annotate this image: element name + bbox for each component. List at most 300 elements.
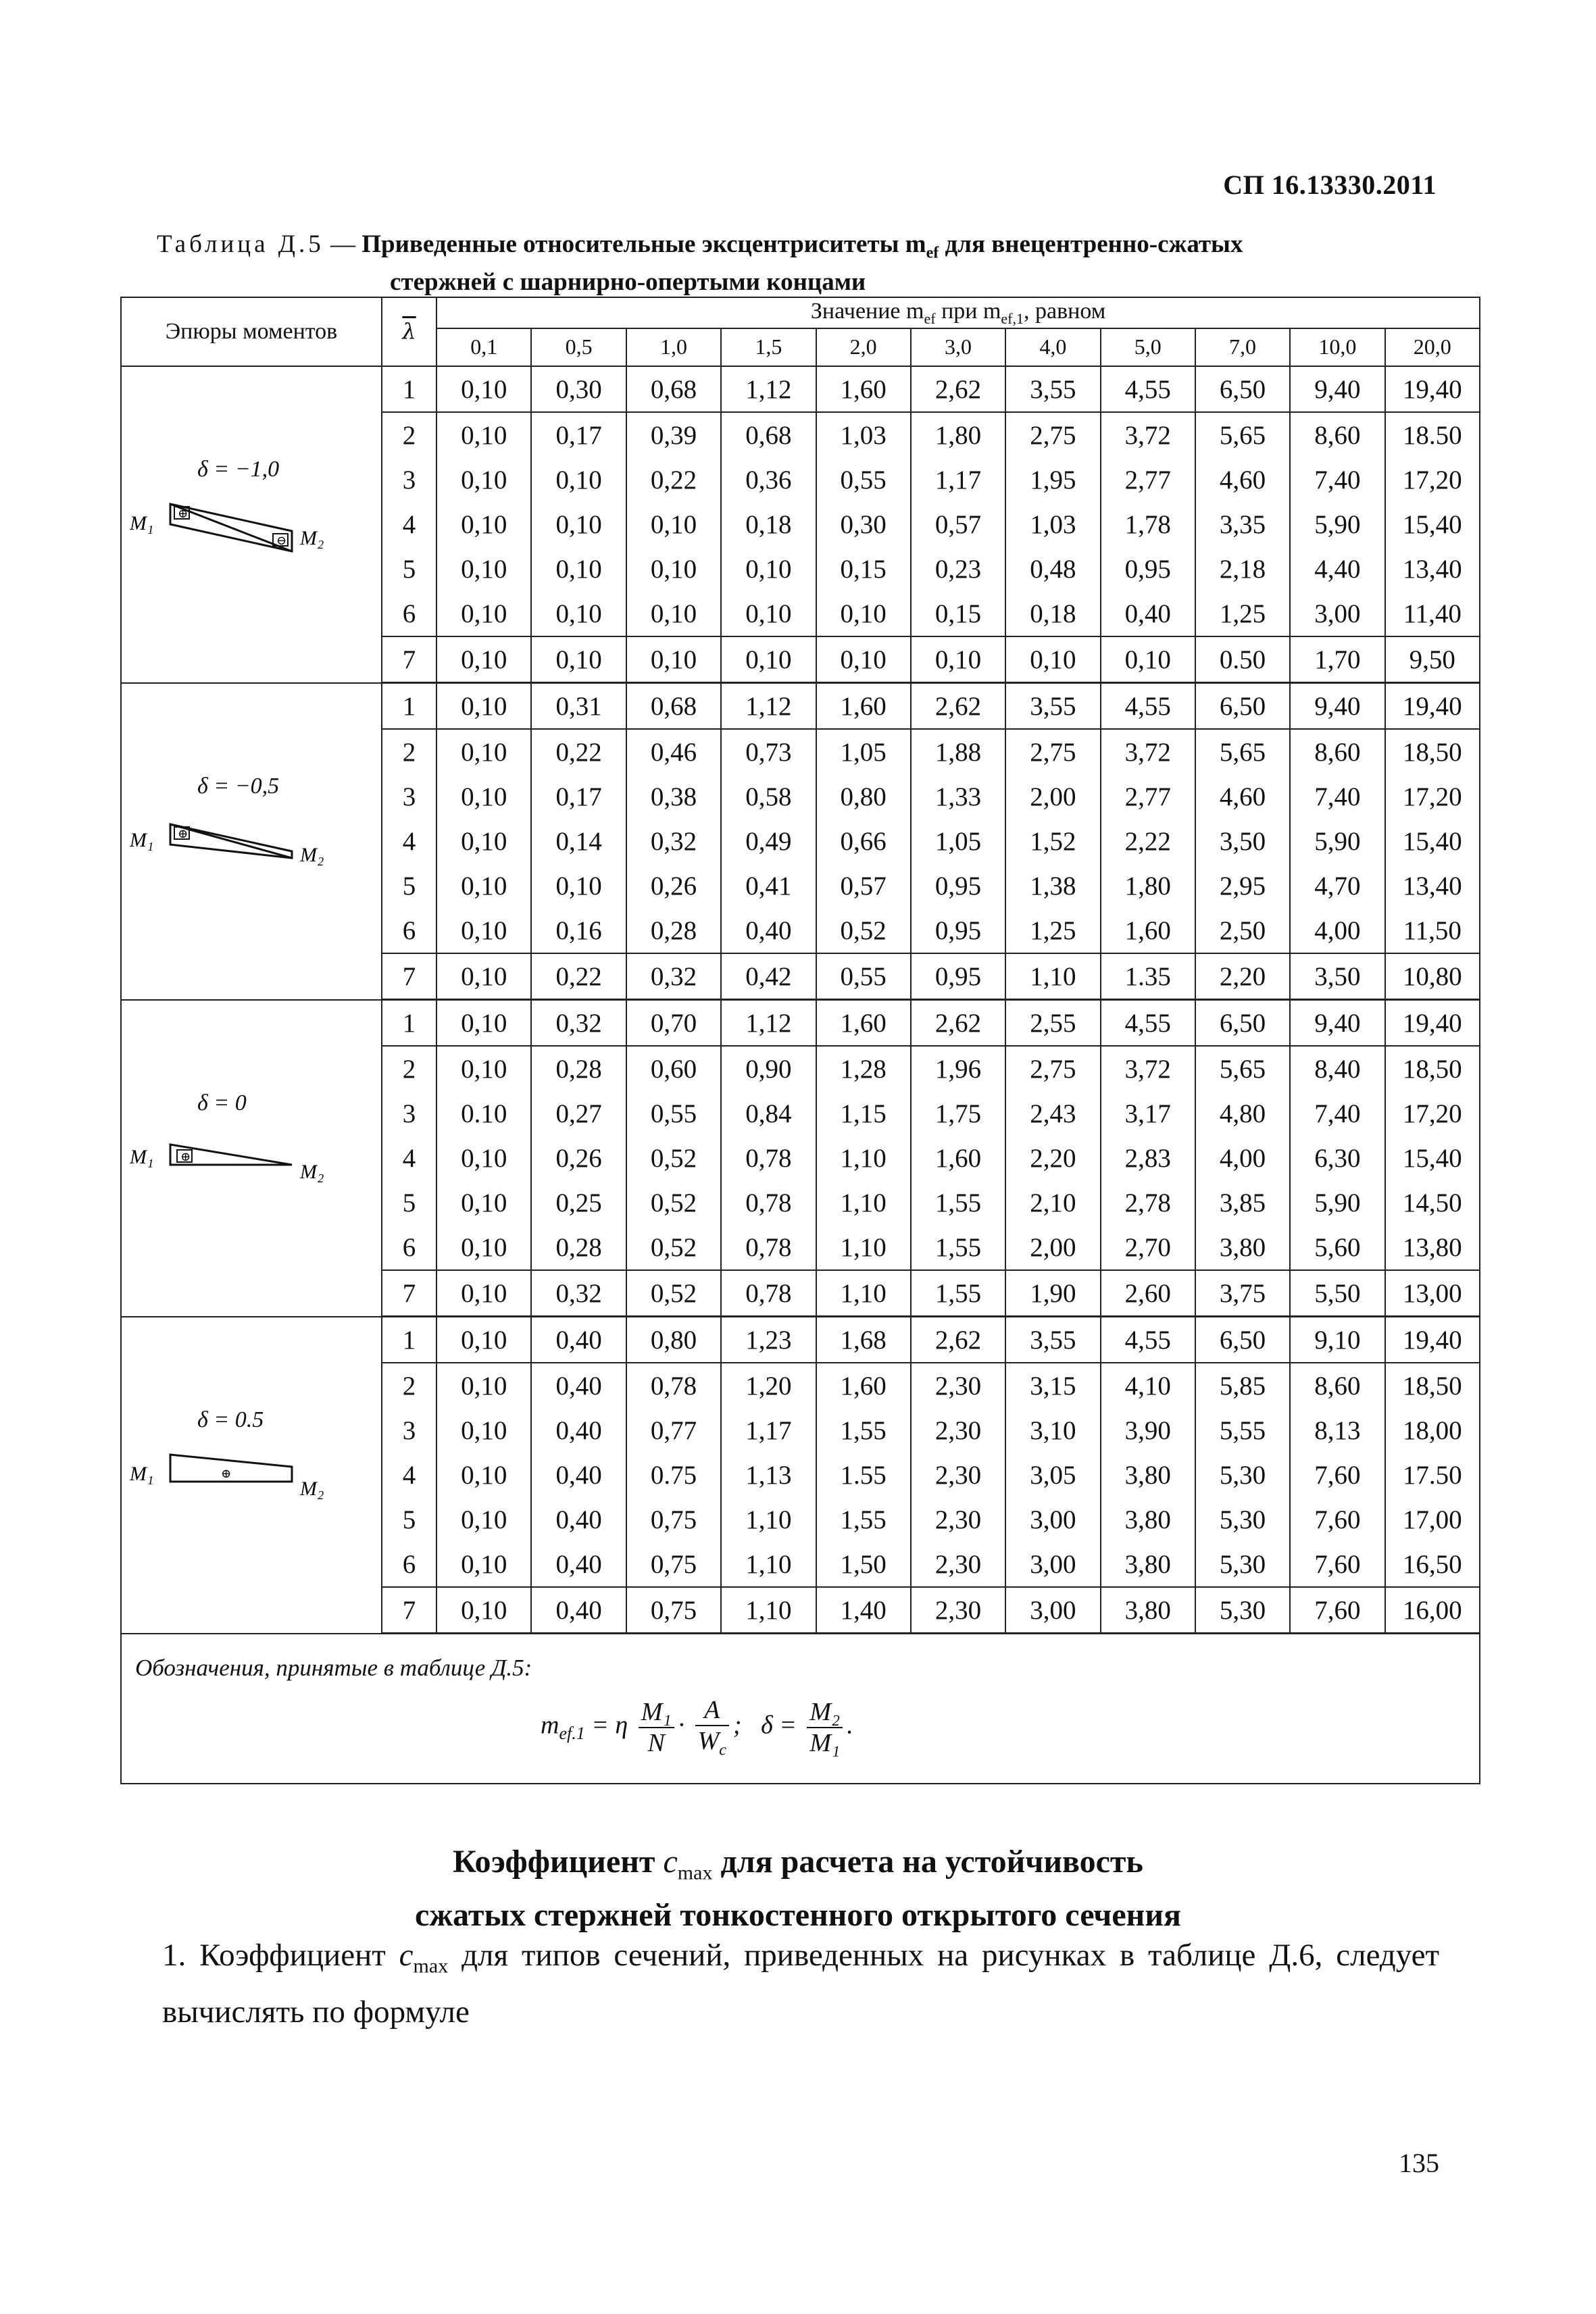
value-cell: 0,66 (816, 819, 911, 863)
header-m-value: 5,0 (1101, 328, 1195, 366)
value-cell: 0,10 (437, 1542, 531, 1587)
moment-diagram-cell (121, 683, 382, 1000)
value-cell: 3,80 (1195, 1225, 1290, 1270)
header-m-value: 20,0 (1385, 328, 1480, 366)
value-cell: 8,13 (1290, 1408, 1385, 1453)
value-cell: 0,10 (437, 366, 531, 412)
moment-diagram (123, 774, 380, 909)
value-cell: 3,55 (1005, 366, 1100, 412)
lambda-cell: 6 (382, 1225, 437, 1270)
value-cell: 2,95 (1195, 863, 1290, 908)
lambda-cell: 5 (382, 1180, 437, 1225)
value-cell: 7,60 (1290, 1453, 1385, 1497)
value-cell: 0,10 (437, 1000, 531, 1047)
caption-title-line1: Приведенные относительные эксцентриситеты $m_{ef}$ для внецентренно-сжатых (361, 230, 1243, 262)
lambda-cell: 4 (382, 819, 437, 863)
value-cell: 4,10 (1101, 1363, 1195, 1408)
header-m-value: 7,0 (1195, 328, 1290, 366)
value-cell: 0,57 (816, 863, 911, 908)
value-cell: 0,40 (531, 1453, 626, 1497)
lambda-cell: 2 (382, 412, 437, 457)
value-cell: 3,17 (1101, 1091, 1195, 1136)
value-cell: 18.50 (1385, 412, 1480, 457)
value-cell: 7,40 (1290, 1091, 1385, 1136)
value-cell: 2,30 (911, 1363, 1005, 1408)
page-number: 135 (1399, 2148, 1439, 2178)
value-cell: 0,75 (626, 1542, 721, 1587)
value-cell: 0,10 (437, 1587, 531, 1634)
lambda-cell: 2 (382, 729, 437, 774)
value-cell: 2,50 (1195, 908, 1290, 953)
table-row (121, 683, 1480, 730)
value-cell: 0,22 (531, 953, 626, 1000)
lambda-cell: 4 (382, 502, 437, 547)
value-cell: 0,30 (816, 502, 911, 547)
value-cell: 5,65 (1195, 1046, 1290, 1091)
svg-text:⊕: ⊕ (177, 827, 189, 840)
value-cell: 2,30 (911, 1587, 1005, 1634)
value-cell: 0,10 (531, 502, 626, 547)
value-cell: 0,10 (626, 591, 721, 636)
value-cell: 1,25 (1005, 908, 1100, 953)
value-cell: 1,60 (816, 1000, 911, 1047)
m2-label: M₂ (299, 527, 324, 550)
value-cell: 0,10 (531, 863, 626, 908)
value-cell: 1,10 (816, 1136, 911, 1180)
lambda-cell: 7 (382, 636, 437, 683)
value-cell: 13,00 (1385, 1270, 1480, 1317)
value-cell: 1,60 (1101, 908, 1195, 953)
value-cell: 0,15 (911, 591, 1005, 636)
value-cell: 1,80 (911, 412, 1005, 457)
value-cell: 17,20 (1385, 1091, 1480, 1136)
value-cell: 1,23 (721, 1317, 816, 1363)
value-cell: 4,00 (1195, 1136, 1290, 1180)
value-cell: 1,55 (816, 1408, 911, 1453)
value-cell: 0,55 (816, 953, 911, 1000)
value-cell: 0,78 (721, 1225, 816, 1270)
value-cell: 2,30 (911, 1453, 1005, 1497)
value-cell: 4,80 (1195, 1091, 1290, 1136)
value-cell: 1,10 (816, 1225, 911, 1270)
value-cell: 9,40 (1290, 683, 1385, 730)
value-cell: 3,55 (1005, 683, 1100, 730)
value-cell: 4,55 (1101, 1317, 1195, 1363)
value-cell: 4,70 (1290, 863, 1385, 908)
value-cell: 2,30 (911, 1408, 1005, 1453)
value-cell: 5,50 (1290, 1270, 1385, 1317)
value-cell: 2,18 (1195, 547, 1290, 591)
value-cell: 3,80 (1101, 1497, 1195, 1542)
value-cell: 17,00 (1385, 1497, 1480, 1542)
value-cell: 15,40 (1385, 1136, 1480, 1180)
value-cell: 0,10 (437, 1270, 531, 1317)
value-cell: 0,52 (816, 908, 911, 953)
section-title: Коэффициент $c_{max}$ для расчета на устойчивость сжатых стержней тонкостенного открытого сечения (415, 1844, 1181, 1933)
document-code: СП 16.13330.2011 (1223, 170, 1437, 200)
value-cell: 13,40 (1385, 863, 1480, 908)
table-label: Таблица Д.5 (157, 230, 324, 258)
value-cell: 0,17 (531, 412, 626, 457)
m2-label: M₂ (299, 844, 324, 866)
lambda-cell: 5 (382, 1497, 437, 1542)
value-cell: 13,80 (1385, 1225, 1480, 1270)
header-m-value: 1,5 (721, 328, 816, 366)
value-cell: 2,60 (1101, 1270, 1195, 1317)
moment-diagram (123, 457, 380, 592)
value-cell: 0,10 (626, 547, 721, 591)
value-cell: 0,10 (1101, 636, 1195, 683)
value-cell: 2,62 (911, 1317, 1005, 1363)
value-cell: 0,52 (626, 1270, 721, 1317)
value-cell: 19,40 (1385, 366, 1480, 412)
header-m-values-group: Значение $m_{ef}$ при $m_{ef,1}$, равном (437, 297, 1480, 328)
value-cell: 0,10 (626, 636, 721, 683)
value-cell: 0,78 (721, 1270, 816, 1317)
value-cell: 3,50 (1195, 819, 1290, 863)
lambda-cell: 4 (382, 1453, 437, 1497)
value-cell: 10,80 (1385, 953, 1480, 1000)
value-cell: 0,68 (721, 412, 816, 457)
value-cell: 0.50 (1195, 636, 1290, 683)
moment-diagram (123, 1407, 380, 1542)
value-cell: 0,23 (911, 547, 1005, 591)
value-cell: 1,80 (1101, 863, 1195, 908)
value-cell: 1,60 (816, 683, 911, 730)
value-cell: 0,40 (531, 1363, 626, 1408)
value-cell: 1,25 (1195, 591, 1290, 636)
value-cell: 2,30 (911, 1497, 1005, 1542)
value-cell: 5,30 (1195, 1497, 1290, 1542)
value-cell: 0,32 (531, 1000, 626, 1047)
value-cell: 0,30 (531, 366, 626, 412)
table-row (121, 1000, 1480, 1047)
value-cell: 4,55 (1101, 366, 1195, 412)
value-cell: 6,30 (1290, 1136, 1385, 1180)
value-cell: 18,50 (1385, 1363, 1480, 1408)
value-cell: 2,00 (1005, 774, 1100, 819)
value-cell: 1,10 (721, 1587, 816, 1634)
value-cell: 1,55 (911, 1270, 1005, 1317)
value-cell: 3,80 (1101, 1542, 1195, 1587)
value-cell: 0,80 (816, 774, 911, 819)
value-cell: 3,15 (1005, 1363, 1100, 1408)
delta-label: δ = −1,0 (197, 457, 280, 482)
value-cell: 2,62 (911, 683, 1005, 730)
value-cell: 5,30 (1195, 1542, 1290, 1587)
header-m-value: 0,5 (531, 328, 626, 366)
value-cell: 7,60 (1290, 1587, 1385, 1634)
delta-label: δ = 0.5 (197, 1407, 264, 1432)
value-cell: 0,10 (437, 412, 531, 457)
value-cell: 0,10 (437, 819, 531, 863)
value-cell: 1,20 (721, 1363, 816, 1408)
value-cell: 0,95 (1101, 547, 1195, 591)
value-cell: 1,60 (911, 1136, 1005, 1180)
value-cell: 1,10 (721, 1542, 816, 1587)
lambda-cell: 6 (382, 591, 437, 636)
value-cell: 2,75 (1005, 729, 1100, 774)
value-cell: 0,14 (531, 819, 626, 863)
value-cell: 3,00 (1290, 591, 1385, 636)
header-m-value: 10,0 (1290, 328, 1385, 366)
value-cell: 1,12 (721, 683, 816, 730)
value-cell: 2,30 (911, 1542, 1005, 1587)
value-cell: 0,10 (437, 1136, 531, 1180)
value-cell: 15,40 (1385, 819, 1480, 863)
value-cell: 0,41 (721, 863, 816, 908)
value-cell: 0,84 (721, 1091, 816, 1136)
header-m-value: 1,0 (626, 328, 721, 366)
value-cell: 6,50 (1195, 683, 1290, 730)
moment-diagram-cell (121, 366, 382, 683)
value-cell: 2,77 (1101, 457, 1195, 502)
value-cell: 0,10 (437, 1453, 531, 1497)
value-cell: 0,90 (721, 1046, 816, 1091)
lambda-cell: 1 (382, 1317, 437, 1363)
value-cell: 1,03 (1005, 502, 1100, 547)
value-cell: 0,40 (531, 1408, 626, 1453)
value-cell: 0,40 (1101, 591, 1195, 636)
value-cell: 3,10 (1005, 1408, 1100, 1453)
value-cell: 0,10 (721, 636, 816, 683)
value-cell: 19,40 (1385, 683, 1480, 730)
value-cell: 0,77 (626, 1408, 721, 1453)
value-cell: 1,78 (1101, 502, 1195, 547)
value-cell: 0,27 (531, 1091, 626, 1136)
value-cell: 0,15 (816, 547, 911, 591)
value-cell: 5,65 (1195, 729, 1290, 774)
value-cell: 9,10 (1290, 1317, 1385, 1363)
value-cell: 8,60 (1290, 729, 1385, 774)
value-cell: 0,40 (721, 908, 816, 953)
value-cell: 18,00 (1385, 1408, 1480, 1453)
value-cell: 0,32 (531, 1270, 626, 1317)
value-cell: 0,10 (816, 636, 911, 683)
value-cell: 0,32 (626, 819, 721, 863)
value-cell: 7,40 (1290, 457, 1385, 502)
value-cell: 0,60 (626, 1046, 721, 1091)
header-m-value: 2,0 (816, 328, 911, 366)
svg-text:⊕: ⊕ (180, 1150, 191, 1163)
value-cell: 1,33 (911, 774, 1005, 819)
value-cell: 0,10 (437, 502, 531, 547)
value-cell: 0,28 (531, 1225, 626, 1270)
value-cell: 2,75 (1005, 1046, 1100, 1091)
value-cell: 3,72 (1101, 412, 1195, 457)
moment-epure-icon (123, 1124, 380, 1212)
value-cell: 5,60 (1290, 1225, 1385, 1270)
value-cell: 0,10 (437, 683, 531, 730)
value-cell: 0,75 (626, 1497, 721, 1542)
value-cell: 1,55 (816, 1497, 911, 1542)
value-cell: 0,78 (626, 1363, 721, 1408)
value-cell: 15,40 (1385, 502, 1480, 547)
value-cell: 5,30 (1195, 1587, 1290, 1634)
table-row (121, 1317, 1480, 1363)
value-cell: 0,40 (531, 1587, 626, 1634)
value-cell: 0,18 (721, 502, 816, 547)
value-cell: 5,90 (1290, 819, 1385, 863)
value-cell: 0,26 (531, 1136, 626, 1180)
value-cell: 6,50 (1195, 366, 1290, 412)
value-cell: 1,10 (816, 1180, 911, 1225)
value-cell: 17,20 (1385, 457, 1480, 502)
value-cell: 1,70 (1290, 636, 1385, 683)
value-cell: 0,75 (626, 1587, 721, 1634)
value-cell: 3,80 (1101, 1453, 1195, 1497)
value-cell: 0,78 (721, 1136, 816, 1180)
value-cell: 3,80 (1101, 1587, 1195, 1634)
value-cell: 4,40 (1290, 547, 1385, 591)
value-cell: 3,90 (1101, 1408, 1195, 1453)
value-cell: 2,43 (1005, 1091, 1100, 1136)
value-cell: 17,20 (1385, 774, 1480, 819)
moment-diagram-cell (121, 1000, 382, 1317)
value-cell: 0,95 (911, 908, 1005, 953)
value-cell: 0,10 (721, 591, 816, 636)
value-cell: 18,50 (1385, 729, 1480, 774)
lambda-cell: 6 (382, 1542, 437, 1587)
value-cell: 0,10 (437, 457, 531, 502)
value-cell: 1,05 (816, 729, 911, 774)
notes-title: Обозначения, принятые в таблице Д.5: (135, 1655, 532, 1681)
paragraph-1: 1. Коэффициент $c_{max}$ для типов сечений, приведенных на рисунках в таблице Д.6, следует вычислять по формуле (162, 1938, 1440, 2030)
value-cell: 4,55 (1101, 1000, 1195, 1047)
value-cell: 1,88 (911, 729, 1005, 774)
moment-epure-icon (123, 491, 380, 578)
value-cell: 1,10 (721, 1497, 816, 1542)
value-cell: 0,25 (531, 1180, 626, 1225)
value-cell: 0,10 (531, 636, 626, 683)
value-cell: 0,28 (531, 1046, 626, 1091)
delta-label: δ = −0,5 (197, 774, 280, 799)
header-m-value: 0,1 (437, 328, 531, 366)
value-cell: 0,16 (531, 908, 626, 953)
value-cell: 0,58 (721, 774, 816, 819)
value-cell: 4,60 (1195, 774, 1290, 819)
value-cell: 5,30 (1195, 1453, 1290, 1497)
header-m-value: 3,0 (911, 328, 1005, 366)
value-cell: 1,60 (816, 366, 911, 412)
value-cell: 1,55 (911, 1225, 1005, 1270)
value-cell: 0,10 (437, 774, 531, 819)
value-cell: 3,35 (1195, 502, 1290, 547)
value-cell: 0,46 (626, 729, 721, 774)
value-cell: 9,40 (1290, 366, 1385, 412)
value-cell: 5,90 (1290, 1180, 1385, 1225)
value-cell: 3,05 (1005, 1453, 1100, 1497)
value-cell: 19,40 (1385, 1317, 1480, 1363)
value-cell: 19,40 (1385, 1000, 1480, 1047)
value-cell: 0,68 (626, 683, 721, 730)
value-cell: 1,28 (816, 1046, 911, 1091)
caption-dash: — (324, 230, 362, 258)
value-cell: 0,52 (626, 1136, 721, 1180)
value-cell: 1,52 (1005, 819, 1100, 863)
value-cell: 6,50 (1195, 1317, 1290, 1363)
lambda-cell: 5 (382, 547, 437, 591)
lambda-cell: 7 (382, 1587, 437, 1634)
svg-text:⊕: ⊕ (220, 1467, 232, 1480)
value-cell: 16,00 (1385, 1587, 1480, 1634)
value-cell: 17.50 (1385, 1453, 1480, 1497)
value-cell: 1.55 (816, 1453, 911, 1497)
m2-label: M₂ (299, 1478, 324, 1500)
value-cell: 11,40 (1385, 591, 1480, 636)
table-row (121, 366, 1480, 412)
value-cell: 0,42 (721, 953, 816, 1000)
lambda-cell: 2 (382, 1363, 437, 1408)
value-cell: 1,75 (911, 1091, 1005, 1136)
moment-epure-icon (123, 807, 380, 895)
header-epure: Эпюры моментов (121, 297, 382, 366)
notes-cell (121, 1634, 1480, 1784)
m1-label: M₁ (129, 1463, 154, 1485)
value-cell: 0,10 (437, 547, 531, 591)
value-cell: 2,00 (1005, 1225, 1100, 1270)
value-cell: 3,00 (1005, 1497, 1100, 1542)
value-cell: 0,10 (437, 1317, 531, 1363)
value-cell: 7,60 (1290, 1497, 1385, 1542)
value-cell: 0.75 (626, 1453, 721, 1497)
value-cell: 2,20 (1195, 953, 1290, 1000)
lambda-cell: 3 (382, 1091, 437, 1136)
value-cell: 0,57 (911, 502, 1005, 547)
value-cell: 3,00 (1005, 1587, 1100, 1634)
value-cell: 8,40 (1290, 1046, 1385, 1091)
value-cell: 1,17 (721, 1408, 816, 1453)
value-cell: 2,20 (1005, 1136, 1100, 1180)
value-cell: 0,39 (626, 412, 721, 457)
value-cell: 1.35 (1101, 953, 1195, 1000)
value-cell: 3,50 (1290, 953, 1385, 1000)
lambda-cell: 3 (382, 457, 437, 502)
m1-label: M₁ (129, 512, 154, 535)
m1-label: M₁ (129, 1146, 154, 1168)
value-cell: 3,85 (1195, 1180, 1290, 1225)
table-caption (157, 230, 1474, 297)
value-cell: 0,40 (531, 1317, 626, 1363)
value-cell: 0,10 (437, 636, 531, 683)
value-cell: 0,10 (1005, 636, 1100, 683)
lambda-cell: 3 (382, 774, 437, 819)
value-cell: 8,60 (1290, 1363, 1385, 1408)
value-cell: 0,78 (721, 1180, 816, 1225)
value-cell: 0,10 (437, 1363, 531, 1408)
value-cell: 0,10 (437, 1408, 531, 1453)
value-cell: 1,05 (911, 819, 1005, 863)
value-cell: 0,10 (531, 547, 626, 591)
value-cell: 2,55 (1005, 1000, 1100, 1047)
value-cell: 1,10 (1005, 953, 1100, 1000)
value-cell: 0,18 (1005, 591, 1100, 636)
value-cell: 0,55 (626, 1091, 721, 1136)
value-cell: 0,10 (437, 1180, 531, 1225)
value-cell: 3,00 (1005, 1542, 1100, 1587)
value-cell: 1,12 (721, 1000, 816, 1047)
value-cell: 5,55 (1195, 1408, 1290, 1453)
value-cell: 2,77 (1101, 774, 1195, 819)
moment-diagram (123, 1090, 380, 1226)
value-cell: 0,10 (911, 636, 1005, 683)
value-cell: 0,10 (721, 547, 816, 591)
eccentricity-table (120, 297, 1480, 1784)
value-cell: 7,40 (1290, 774, 1385, 819)
value-cell: 1,95 (1005, 457, 1100, 502)
value-cell: 4,00 (1290, 908, 1385, 953)
lambda-cell: 7 (382, 1270, 437, 1317)
